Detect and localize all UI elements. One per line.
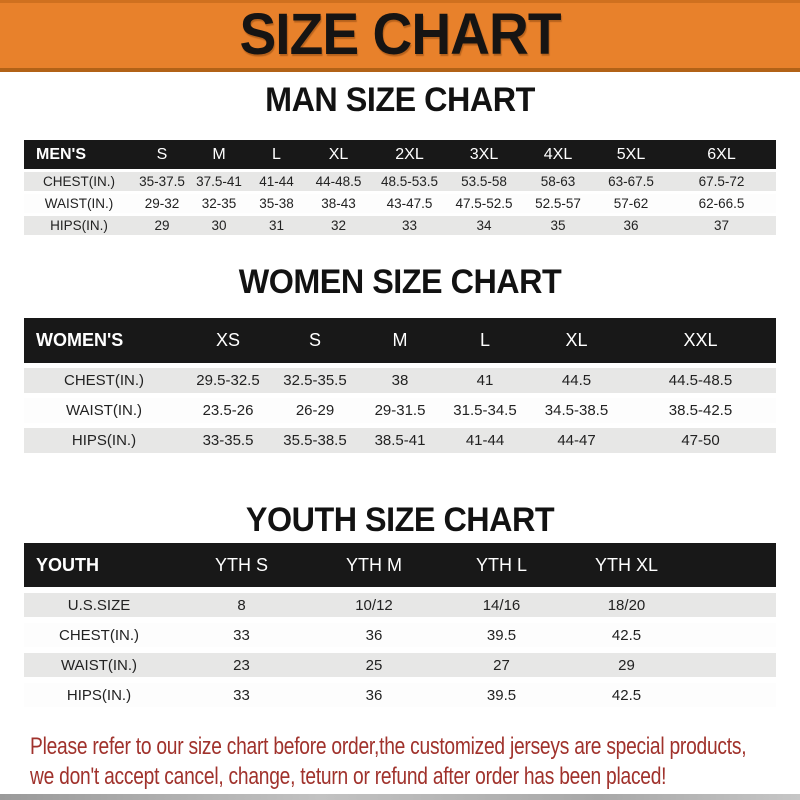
youth-chest-label: CHEST(IN.)	[24, 623, 174, 647]
men-header-row	[24, 140, 776, 169]
men-hips-value: 30	[190, 216, 248, 235]
youth-chest-value: 39.5	[439, 623, 564, 647]
men-waist-value: 35-38	[248, 194, 305, 213]
women-section-heading: WOMEN SIZE CHART	[238, 263, 562, 301]
youth-ussize-filler	[689, 593, 776, 617]
men-chest-value: 41-44	[248, 172, 305, 191]
youth-header-row	[24, 543, 776, 587]
women-col-m: M	[358, 318, 442, 363]
photo-edge-strip	[0, 794, 800, 800]
banner	[0, 0, 800, 72]
men-waist-value: 32-35	[190, 194, 248, 213]
men-col-6xl: 6XL	[667, 140, 776, 169]
women-chest-row	[24, 368, 776, 393]
youth-section-heading: YOUTH SIZE CHART	[245, 501, 555, 539]
men-waist-value: 29-32	[134, 194, 190, 213]
men-col-4xl: 4XL	[521, 140, 595, 169]
youth-col-m: YTH M	[309, 543, 439, 587]
order-notice-line2: we don't accept cancel, change, teturn or refund after order has been placed!	[30, 763, 667, 790]
women-hips-value: 41-44	[442, 428, 528, 453]
youth-chest-row	[24, 623, 776, 647]
men-waist-label: WAIST(IN.)	[24, 194, 134, 213]
men-hips-value: 36	[595, 216, 667, 235]
youth-hips-value: 36	[309, 683, 439, 707]
youth-corner-label: YOUTH	[24, 543, 174, 587]
men-size-table	[24, 137, 776, 238]
women-chest-value: 32.5-35.5	[272, 368, 358, 393]
women-chest-value: 38	[358, 368, 442, 393]
youth-col-l: YTH L	[439, 543, 564, 587]
youth-hips-filler	[689, 683, 776, 707]
youth-waist-value: 27	[439, 653, 564, 677]
women-waist-value: 26-29	[272, 398, 358, 423]
women-col-xs: XS	[184, 318, 272, 363]
youth-waist-value: 23	[174, 653, 309, 677]
women-hips-value: 44-47	[528, 428, 625, 453]
youth-hips-row	[24, 683, 776, 707]
men-chest-value: 48.5-53.5	[372, 172, 447, 191]
men-waist-value: 38-43	[305, 194, 372, 213]
men-hips-value: 32	[305, 216, 372, 235]
men-chest-row	[24, 172, 776, 191]
youth-hips-value: 42.5	[564, 683, 689, 707]
men-chest-value: 35-37.5	[134, 172, 190, 191]
men-chest-value: 63-67.5	[595, 172, 667, 191]
women-waist-row	[24, 398, 776, 423]
men-chest-value: 44-48.5	[305, 172, 372, 191]
youth-hips-value: 39.5	[439, 683, 564, 707]
women-hips-value: 33-35.5	[184, 428, 272, 453]
men-col-l: L	[248, 140, 305, 169]
youth-chest-value: 33	[174, 623, 309, 647]
youth-hips-value: 33	[174, 683, 309, 707]
men-hips-value: 35	[521, 216, 595, 235]
women-hips-row	[24, 428, 776, 453]
banner-title: SIZE CHART	[239, 1, 561, 67]
men-col-3xl: 3XL	[447, 140, 521, 169]
youth-ussize-value: 8	[174, 593, 309, 617]
men-hips-value: 34	[447, 216, 521, 235]
men-col-s: S	[134, 140, 190, 169]
order-notice-line1: Please refer to our size chart before order,the customized jerseys are special products,	[30, 733, 747, 760]
youth-chest-value: 36	[309, 623, 439, 647]
women-hips-value: 35.5-38.5	[272, 428, 358, 453]
men-waist-value: 47.5-52.5	[447, 194, 521, 213]
women-col-s: S	[272, 318, 358, 363]
men-col-xl: XL	[305, 140, 372, 169]
women-col-xl: XL	[528, 318, 625, 363]
youth-waist-value: 29	[564, 653, 689, 677]
men-chest-value: 67.5-72	[667, 172, 776, 191]
women-corner-label: WOMEN'S	[24, 318, 184, 363]
men-chest-value: 58-63	[521, 172, 595, 191]
women-chest-value: 41	[442, 368, 528, 393]
men-waist-value: 43-47.5	[372, 194, 447, 213]
men-chest-value: 37.5-41	[190, 172, 248, 191]
youth-chest-filler	[689, 623, 776, 647]
men-col-5xl: 5XL	[595, 140, 667, 169]
women-waist-value: 38.5-42.5	[625, 398, 776, 423]
women-header-row	[24, 318, 776, 363]
men-waist-value: 52.5-57	[521, 194, 595, 213]
youth-size-table	[24, 537, 776, 713]
men-corner-label: MEN'S	[24, 140, 134, 169]
youth-ussize-value: 18/20	[564, 593, 689, 617]
men-hips-value: 33	[372, 216, 447, 235]
women-chest-label: CHEST(IN.)	[24, 368, 184, 393]
men-waist-row	[24, 194, 776, 213]
youth-ussize-label: U.S.SIZE	[24, 593, 174, 617]
women-waist-value: 34.5-38.5	[528, 398, 625, 423]
men-hips-value: 31	[248, 216, 305, 235]
men-col-2xl: 2XL	[372, 140, 447, 169]
men-hips-label: HIPS(IN.)	[24, 216, 134, 235]
men-section-heading: MAN SIZE CHART	[265, 81, 535, 119]
men-hips-value: 37	[667, 216, 776, 235]
youth-col-s: YTH S	[174, 543, 309, 587]
youth-waist-label: WAIST(IN.)	[24, 653, 174, 677]
men-waist-value: 57-62	[595, 194, 667, 213]
youth-hips-label: HIPS(IN.)	[24, 683, 174, 707]
youth-col-xl: YTH XL	[564, 543, 689, 587]
youth-ussize-value: 14/16	[439, 593, 564, 617]
women-size-table	[24, 313, 776, 458]
women-hips-label: HIPS(IN.)	[24, 428, 184, 453]
order-notice	[30, 732, 796, 792]
youth-waist-value: 25	[309, 653, 439, 677]
men-col-m: M	[190, 140, 248, 169]
women-col-xxl: XXL	[625, 318, 776, 363]
women-waist-value: 23.5-26	[184, 398, 272, 423]
women-chest-value: 44.5	[528, 368, 625, 393]
men-chest-label: CHEST(IN.)	[24, 172, 134, 191]
youth-ussize-value: 10/12	[309, 593, 439, 617]
youth-ussize-row	[24, 593, 776, 617]
men-chest-value: 53.5-58	[447, 172, 521, 191]
men-waist-value: 62-66.5	[667, 194, 776, 213]
women-chest-value: 29.5-32.5	[184, 368, 272, 393]
women-waist-label: WAIST(IN.)	[24, 398, 184, 423]
men-hips-row	[24, 216, 776, 235]
women-waist-value: 31.5-34.5	[442, 398, 528, 423]
youth-col-filler	[689, 543, 776, 587]
women-waist-value: 29-31.5	[358, 398, 442, 423]
women-hips-value: 38.5-41	[358, 428, 442, 453]
women-col-l: L	[442, 318, 528, 363]
women-hips-value: 47-50	[625, 428, 776, 453]
youth-waist-row	[24, 653, 776, 677]
men-hips-value: 29	[134, 216, 190, 235]
women-chest-value: 44.5-48.5	[625, 368, 776, 393]
youth-chest-value: 42.5	[564, 623, 689, 647]
youth-waist-filler	[689, 653, 776, 677]
